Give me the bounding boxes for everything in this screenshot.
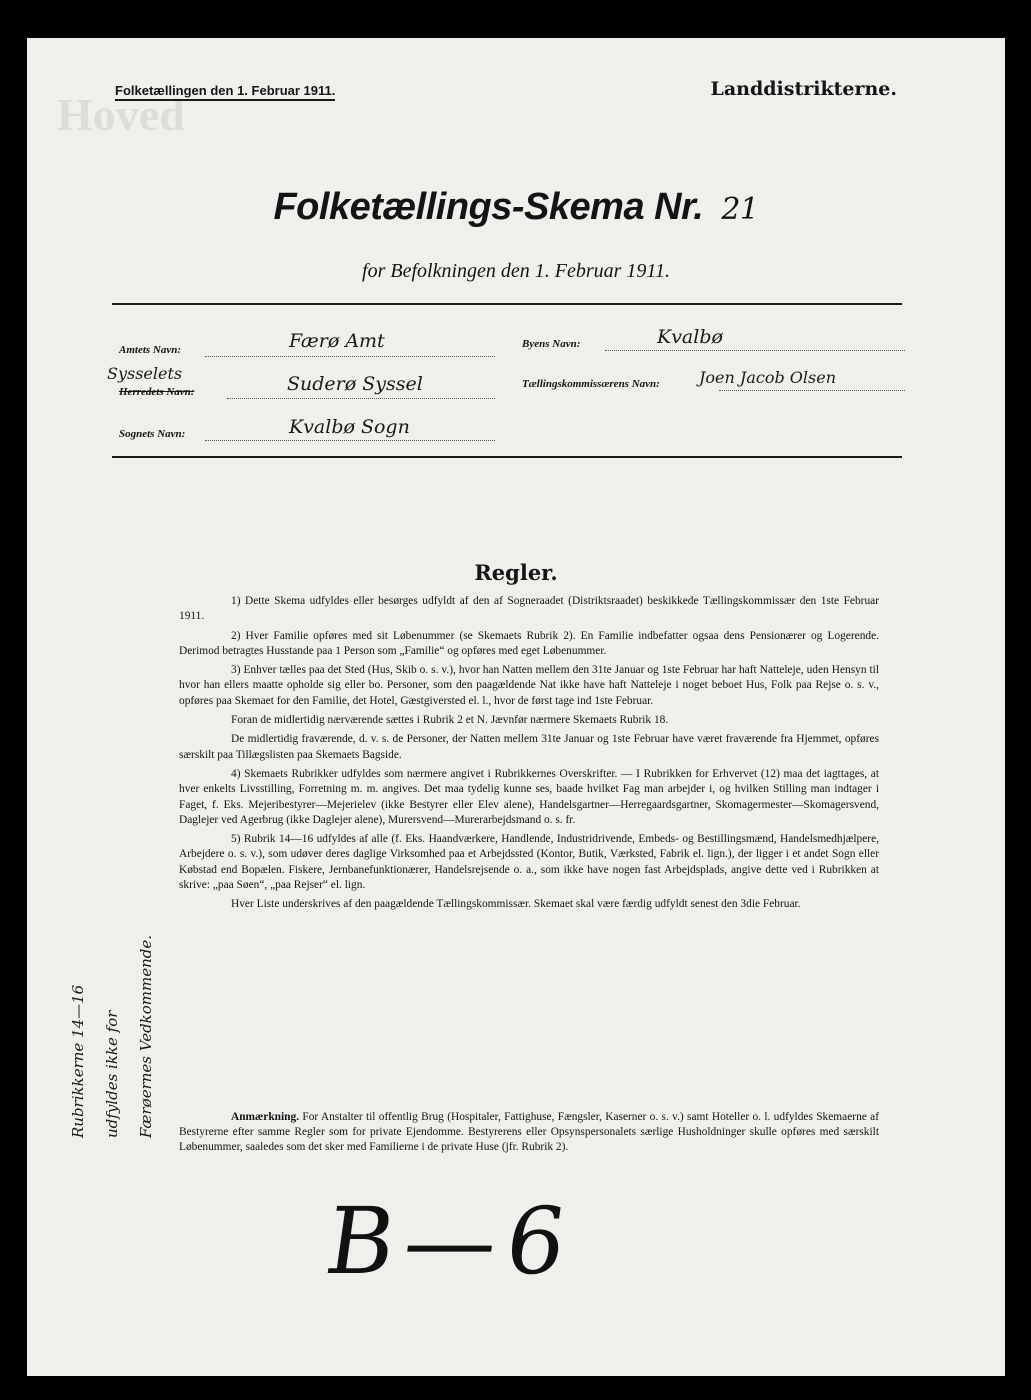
herredets-label: Herredets Navn: bbox=[119, 386, 195, 398]
byens-line bbox=[605, 350, 905, 351]
rule-signature: Hver Liste underskrives af den paagældende Tællingskommissær. Skemaet skal være færdig udfyldt senest den 3die Februar. bbox=[231, 898, 801, 911]
rule-1: 1) Dette Skema udfyldes eller besørges udfyldt af den af Sogneraadet (Distriktsraadet) beskikkede Tællingskommissær den 1ste Februar 1911. bbox=[179, 595, 879, 623]
side-note-line1: Rubrikkerne 14—16 bbox=[69, 984, 87, 1138]
note-label: Anmærkning. bbox=[231, 1111, 300, 1123]
amtets-value: Færø Amt bbox=[289, 330, 385, 352]
rule-4: 4) Skemaets Rubrikker udfyldes som nærmere angivet i Rubrikkernes Overskrifter. — I Rubrikken for Erhvervet (12) maa det iagttages, at hver enkelts Livsstilling, Forretning m. m. angives. Det maa tydelig kunne ses, baade hvilket Fag man arbejder i, og hvilken Stilling man indtager i Faget, f. Eks. Mejeribestyrer—Mejerielev (ikke Bestyrer eller Elev alene), Handelsgartner—Herregaardsgartner, Skomagermester—Skomagersvend, Daglejer ved Agerbrug (ikke Daglejer alene), Murersvend—Murerarbejdsmand o. s. fr. bbox=[179, 767, 879, 826]
herredets-correction: Sysselets bbox=[107, 364, 183, 383]
herredets-value: Suderø Syssel bbox=[287, 373, 423, 395]
annotation-note bbox=[179, 1110, 879, 1155]
side-note-line3: Færøernes Vedkommende. bbox=[137, 934, 155, 1138]
header-census-date: Folketællingen den 1. Februar 1911. bbox=[115, 83, 335, 101]
kommissaer-value: Joen Jacob Olsen bbox=[699, 368, 836, 387]
rules-heading: Regler. bbox=[474, 560, 558, 585]
sognets-line bbox=[205, 440, 495, 441]
bleed-through-text: Hoved bbox=[57, 89, 185, 140]
rules-body bbox=[179, 594, 879, 917]
rule-3: 3) Enhver tælles paa det Sted (Hus, Skib o. s. v.), hvor han Natten mellem den 31te Januar og 1ste Februar har haft Natteleje, uden Hensyn til hvor han ellers maatte opholde sig eller bo. Personer, som den paagældende Nat ikke have haft Natteleje i noget beboet Hus, Folk paa Rejse o. s. v., opføres paa Skemaet for den Familie, det Hotel, Gæstgiversted el. l., hvor de først tage ind 1ste Februar. bbox=[179, 664, 879, 707]
form-number-handwritten: 21 bbox=[721, 192, 759, 227]
rule-3-absent: De midlertidig fraværende, d. v. s. de Personer, der Natten mellem 31te Januar og 1ste Februar have været fraværende fra Hjemmet, opføres særskilt paa Tillægslisten paa Skemaets Bagside. bbox=[179, 733, 879, 761]
side-note-line2: udfyldes ikke for bbox=[103, 1010, 121, 1138]
note-text: For Anstalter til offentlig Brug (Hospitaler, Fattighuse, Fængsler, Kaserner o. s. v.) samt Hoteller o. l. udfyldes Skemaerne af Bestyrerne efter samme Regler som for private Ejendomme. Bestyrerens eller Opsynspersonalets særlige Husholdninger skulle opføres med særskilt Løbenummer, saaledes som det sker med Familierne i de private Huse (jfr. Rubrik 2). bbox=[179, 1111, 879, 1153]
rule-5: 5) Rubrik 14—16 udfyldes af alle (f. Eks. Haandværkere, Handlende, Industridrivende, Embeds- og Bestillingsmænd, Handelsmedhjælpere, Arbejdere o. s. v.), som udøver deres daglige Virksomhed paa et Arbejdssted (Kontor, Butik, Værksted, Fabrik el. lign.), der ligger i et andet Sogn eller Købstad end Bopælen. Fiskere, Jernbanefunktionærer, Handelsrejsende o. a., som ikke have nogen fast Arbejdsplads, angive dette ved i Rubrikken at skrive: „paa Søen“, „paa Rejser“ el. lign. bbox=[179, 833, 879, 892]
divider-bottom bbox=[112, 456, 902, 458]
kommissaer-label: Tællingskommissærens Navn: bbox=[522, 378, 660, 390]
bottom-handwritten-mark: B—6 bbox=[319, 1188, 583, 1295]
byens-label: Byens Navn: bbox=[522, 338, 581, 350]
sognets-label: Sognets Navn: bbox=[119, 428, 186, 440]
census-form-page bbox=[27, 38, 1005, 1376]
herredets-line bbox=[227, 398, 495, 399]
form-subtitle: for Befolkningen den 1. Februar 1911. bbox=[362, 260, 670, 282]
amtets-label: Amtets Navn: bbox=[119, 344, 182, 356]
form-title bbox=[27, 186, 1005, 229]
header-district-type: Landdistrikterne. bbox=[710, 78, 897, 100]
amtets-line bbox=[205, 356, 495, 357]
kommissaer-line bbox=[719, 390, 905, 391]
byens-value: Kvalbø bbox=[657, 326, 723, 348]
divider-top bbox=[112, 303, 902, 305]
rule-3-present: Foran de midlertidig nærværende sættes i Rubrik 2 et N. Jævnfør nærmere Skemaets Rubrik 18. bbox=[231, 714, 669, 727]
sognets-value: Kvalbø Sogn bbox=[289, 416, 410, 438]
form-title-text: Folketællings-Skema Nr. bbox=[273, 186, 704, 228]
rule-2: 2) Hver Familie opføres med sit Løbenummer (se Skemaets Rubrik 2). En Familie indbefatter ogsaa dens Pensionærer og Logerende. Derimod betragtes Husstande paa 1 Person som „Familie“ og opføres med eget Løbenummer. bbox=[179, 629, 879, 657]
